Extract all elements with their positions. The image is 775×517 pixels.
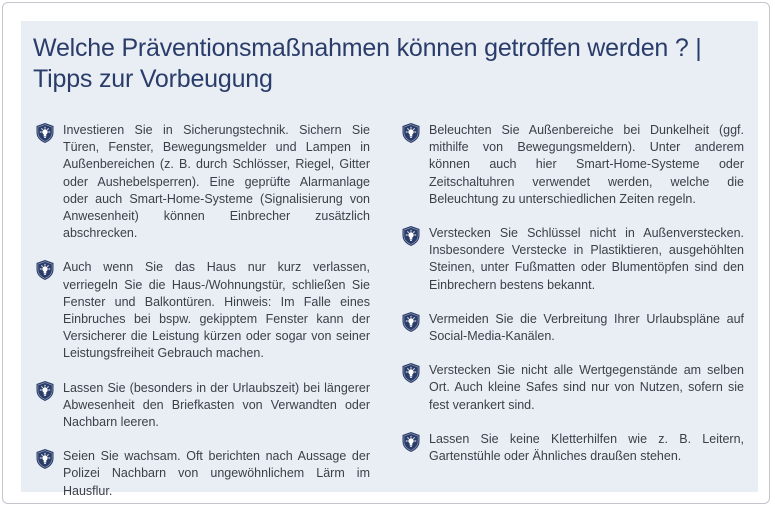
shield-lightbulb-icon [401,362,421,384]
tip-text: Vermeiden Sie die Verbreitung Ihrer Urlaubspläne auf Social-Media-Kanälen. [429,311,744,344]
shield-lightbulb-icon [35,380,55,402]
tip-text: Seien Sie wachsam. Oft berichten nach Aussage der Polizei Nachbarn von ungewöhnlichem Lärm im Hausflur. [63,449,370,498]
tip-text: Lassen Sie (besonders in der Urlaubszeit) bei längerer Abwesenheit den Briefkasten von Verwandten oder Nachbarn leeren. [63,380,370,430]
tip-text: Lassen Sie keine Kletterhilfen wie z. B. Leitern, Gartenstühle oder Ähnliches draußen stehen. [429,431,744,464]
tips-panel [21,21,758,498]
tip-item [401,431,744,465]
tip-text: Verstecken Sie Schlüssel nicht in Außenverstecken. Insbesondere Verstecke in Plastiktieren, ausgehöhlten Steinen, unter Fußmatten oder Blumentöpfen sind den Einbrechern bestens bekannt. [429,226,744,292]
tip-item [35,448,370,500]
outer-frame [2,2,770,504]
page-title [33,33,748,95]
tip-item [401,311,744,345]
tip-text: Auch wenn Sie das Haus nur kurz verlassen, verriegeln Sie die Haus-/Wohnungstür, schließen Sie Fenster und Balkontüren. Hinweis: Im Falle eines Einbruches bei bspw. gekipptem Fenster kann der Versicherer die Leistung kürzen oder sogar von seiner Leistungsfreiheit Gebrauch machen. [63,260,370,361]
page-title-line-2: Tipps zur Vorbeugung [33,65,273,93]
tip-item [401,122,744,208]
tip-item [401,225,744,294]
shield-lightbulb-icon [401,225,421,247]
tip-text: Investieren Sie in Sicherungstechnik. Sichern Sie Türen, Fenster, Bewegungsmelder und Lampen in Außenbereichen (z. B. durch Schlösser, Riegel, Gitter oder Aushebelsperren). Eine geprüfte Alarmanlage oder auch Smart-Home-Systeme (Signalisierung von Anwesenheit) können Einbrecher zusätzlich abschrecken. [63,123,370,241]
shield-lightbulb-icon [35,122,55,144]
shield-lightbulb-icon [35,259,55,281]
shield-lightbulb-icon [401,122,421,144]
tip-item [401,362,744,414]
tip-item [35,380,370,432]
shield-lightbulb-icon [35,448,55,470]
tip-item [35,259,370,362]
left-tip-column [35,122,370,517]
right-tip-column [401,122,744,482]
tip-text: Verstecken Sie nicht alle Wertgegenstände am selben Ort. Auch kleine Safes sind nur von Nutzen, sofern sie fest verankert sind. [429,363,744,412]
page-title-line-1: Welche Präventionsmaßnahmen können getroffen werden ? | [33,34,702,62]
shield-lightbulb-icon [401,311,421,333]
tip-item [35,122,370,242]
tip-text: Beleuchten Sie Außenbereiche bei Dunkelheit (ggf. mithilfe von Bewegungsmeldern). Unter anderem können auch hier Smart-Home-Systeme oder Zeitschaltuhren verwendet werden, welche die Beleuchtung zu unterschiedlichen Zeiten regeln. [429,123,744,206]
shield-lightbulb-icon [401,431,421,453]
